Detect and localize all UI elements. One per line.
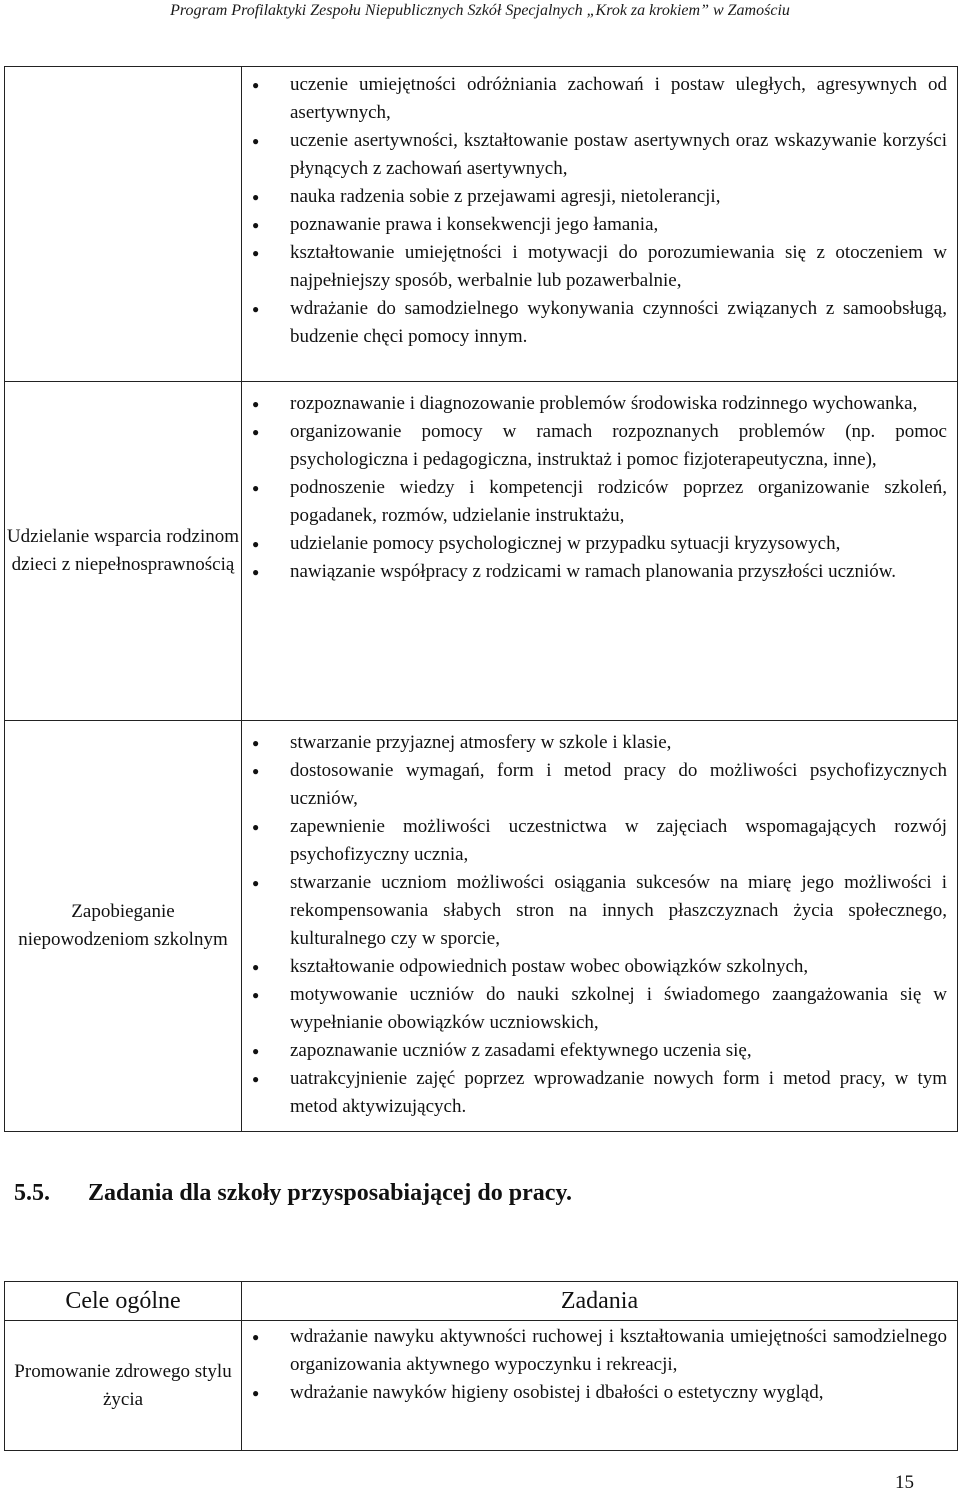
goal-text: Udzielanie wsparcia rodzinom dzieci z niepełnosprawnością	[6, 526, 240, 575]
list-item: ● organizowanie pomocy w ramach rozpoznanych problemów (np. pomoc psychologiczna i pedagogiczna, instruktaż i pomoc fizjoterapeutyczna, inne),	[242, 418, 947, 474]
section-number: 5.5.	[14, 1180, 50, 1206]
goal-cell	[5, 721, 242, 1132]
goal-cell	[5, 67, 242, 382]
list-item: ● uatrakcyjnienie zajęć poprzez wprowadzanie nowych form i metod pracy, w tym metod aktywizujących.	[242, 1065, 947, 1121]
list-item: ● stwarzanie uczniom możliwości osiągania sukcesów na miarę jego możliwości i rekompensowania słabych stron na innych płaszczyznach życia społecznego, kulturalnego czy w sporcie,	[242, 869, 947, 953]
column-header-tasks: Zadania	[242, 1282, 958, 1321]
list-item: ● kształtowanie odpowiednich postaw wobec obowiązków szkolnych,	[242, 953, 947, 981]
task-list	[242, 1323, 947, 1407]
goal-cell	[5, 1321, 242, 1451]
tasks-cell	[242, 382, 958, 721]
list-item: ● wdrażanie nawyku aktywności ruchowej i kształtowania umiejętności samodzielnego organizowania aktywnego wypoczynku i rekreacji,	[242, 1323, 947, 1379]
tasks-cell	[242, 721, 958, 1132]
page-number: 15	[895, 1472, 914, 1493]
task-list	[242, 390, 947, 586]
table-row	[5, 1321, 958, 1451]
list-item: ● stwarzanie przyjaznej atmosfery w szkole i klasie,	[242, 729, 947, 757]
goal-cell	[5, 382, 242, 721]
list-item: ● nawiązanie współpracy z rodzicami w ramach planowania przyszłości uczniów.	[242, 558, 947, 586]
goals-tasks-table-2	[4, 1281, 958, 1451]
list-item: ● uczenie asertywności, kształtowanie postaw asertywnych oraz wskazywanie korzyści płynących z zachowań asertywnych,	[242, 127, 947, 183]
list-item: ● poznawanie prawa i konsekwencji jego łamania,	[242, 211, 947, 239]
list-item: ● dostosowanie wymagań, form i metod pracy do możliwości psychofizycznych uczniów,	[242, 757, 947, 813]
list-item: ● wdrażanie do samodzielnego wykonywania czynności związanych z samoobsługą, budzenie chęci pomocy innym.	[242, 295, 947, 351]
list-item: ● motywowanie uczniów do nauki szkolnej i świadomego zaangażowania się w wypełnianie obowiązków uczniowskich,	[242, 981, 947, 1037]
table-row	[5, 382, 958, 721]
section-title: Zadania dla szkoły przysposabiającej do pracy.	[88, 1180, 573, 1206]
goals-tasks-table	[4, 66, 958, 1132]
list-item: ● uczenie umiejętności odróżniania zachowań i postaw uległych, agresywnych od asertywnych,	[242, 71, 947, 127]
list-item: ● rozpoznawanie i diagnozowanie problemów środowiska rodzinnego wychowanka,	[242, 390, 947, 418]
table-header-row	[5, 1282, 958, 1321]
list-item: ● udzielanie pomocy psychologicznej w przypadku sytuacji kryzysowych,	[242, 530, 947, 558]
list-item: ● podnoszenie wiedzy i kompetencji rodziców poprzez organizowanie szkoleń, pogadanek, rozmów, udzielanie instruktażu,	[242, 474, 947, 530]
list-item: ● zapoznawanie uczniów z zasadami efektywnego uczenia się,	[242, 1037, 947, 1065]
task-list	[242, 729, 947, 1121]
goal-text: Zapobieganie niepowodzeniom szkolnym	[18, 901, 228, 950]
section-heading	[14, 1180, 572, 1207]
tasks-cell	[242, 67, 958, 382]
running-header: Program Profilaktyki Zespołu Niepublicznych Szkół Specjalnych „Krok za krokiem” w Zamościu	[170, 2, 790, 19]
goal-text: Promowanie zdrowego stylu życia	[14, 1360, 232, 1410]
column-header-goals: Cele ogólne	[5, 1282, 242, 1321]
table-row	[5, 67, 958, 382]
list-item: ● nauka radzenia sobie z przejawami agresji, nietolerancji,	[242, 183, 947, 211]
list-item: ● wdrażanie nawyków higieny osobistej i dbałości o estetyczny wygląd,	[242, 1379, 947, 1407]
table-row	[5, 721, 958, 1132]
list-item: ● zapewnienie możliwości uczestnictwa w zajęciach wspomagających rozwój psychofizyczny ucznia,	[242, 813, 947, 869]
task-list	[242, 71, 947, 351]
tasks-cell	[242, 1321, 958, 1451]
list-item: ● kształtowanie umiejętności i motywacji do porozumiewania się z otoczeniem w najpełniejszy sposób, werbalnie lub pozawerbalnie,	[242, 239, 947, 295]
